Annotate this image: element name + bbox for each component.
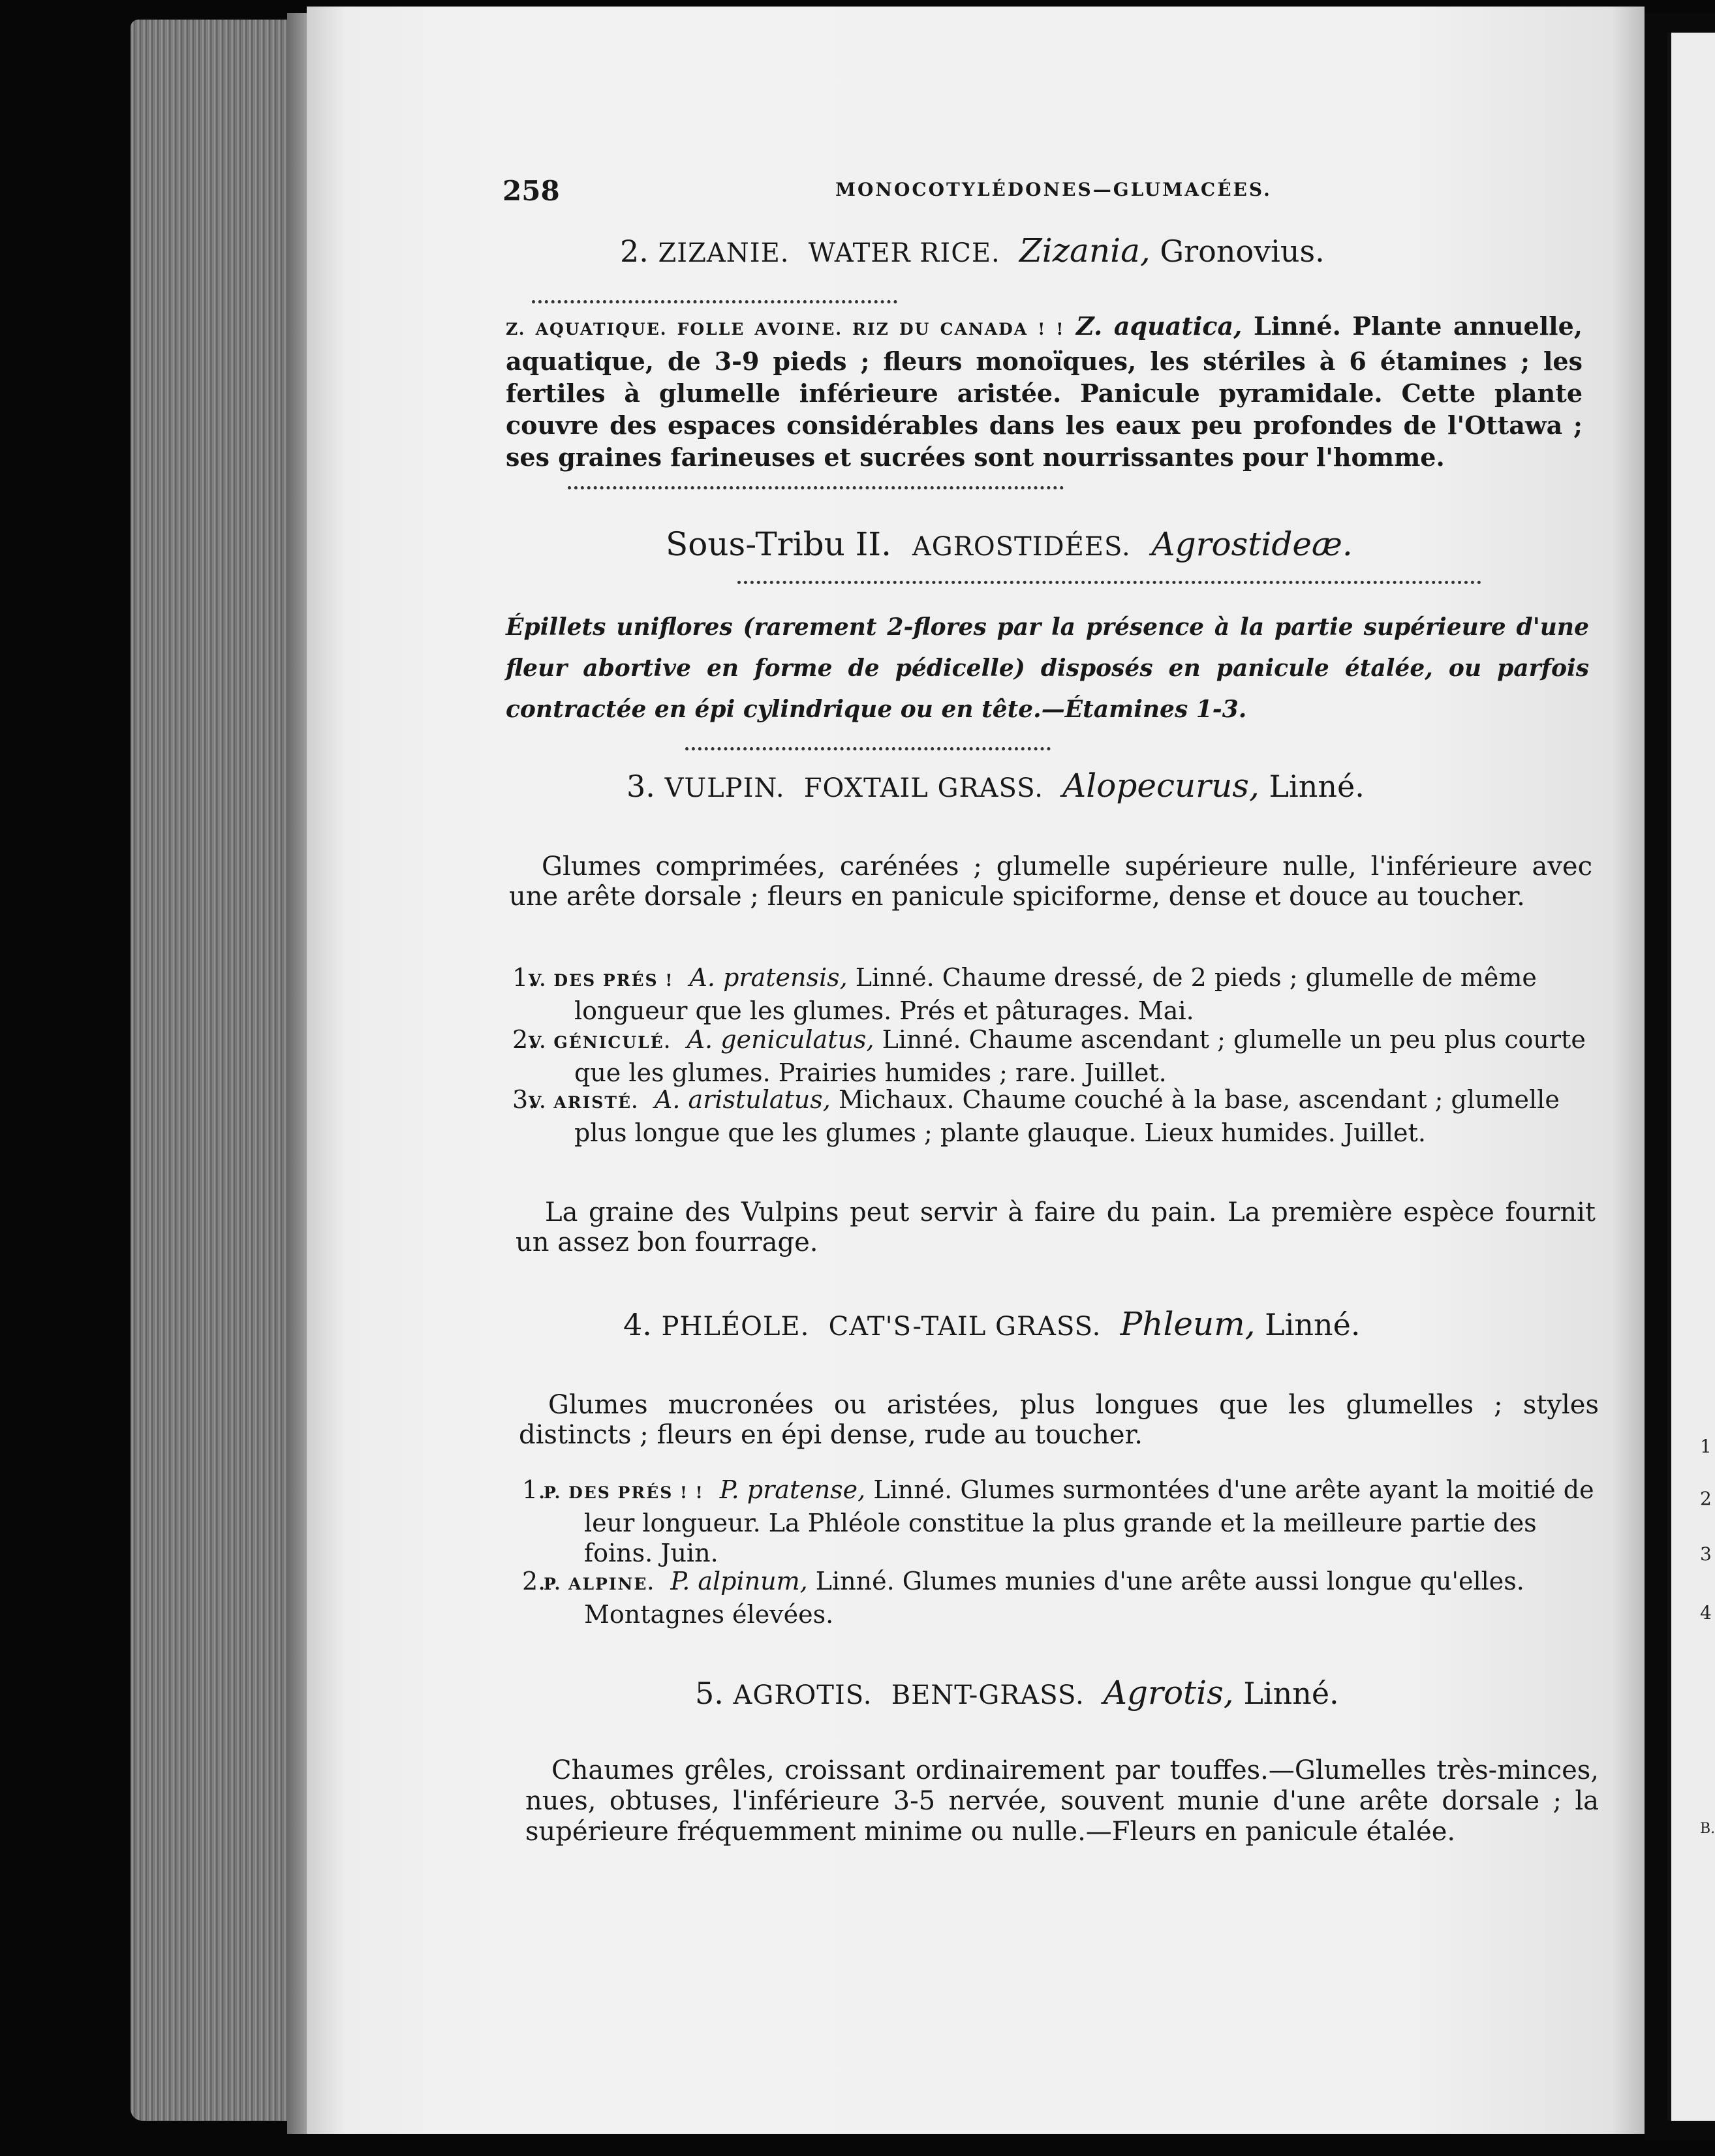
species-latin: P. alpinum, (670, 1567, 808, 1595)
running-head: MONOCOTYLÉDONES—GLUMACÉES. (835, 179, 1272, 200)
species-description: Linné. Glumes munies d'une arête aussi longue qu'elles. Montagnes élevées. (584, 1567, 1524, 1629)
species-description: Michaux. Chaume couché à la base, ascendant ; glumelle plus longue que les glumes ; plante glauque. Lieux humides. Juillet. (574, 1085, 1560, 1147)
subtribe-latin: Agrostideæ. (1151, 525, 1353, 563)
species-number: 3. (512, 1085, 536, 1114)
subtribe-description: Épillets uniflores (rarement 2-flores par la présence à la partie supérieure d'une fleur abortive en forme de pédicelle) disposés en panicule étalée, ou parfois contractée en épi cylindrique ou en tête.—Étamines 1-3. (506, 613, 1589, 723)
species-entry (512, 1024, 1596, 1088)
species-number: 2. (512, 1025, 536, 1054)
facing-page-mark: 4 (1700, 1602, 1712, 1624)
heading-number: 3. (626, 769, 655, 804)
facing-page-mark: 3 (1700, 1543, 1712, 1565)
page-number: 258 (502, 175, 560, 207)
genus-description-alopecurus: Glumes comprimées, carénées ; glumelle supérieure nulle, l'inférieure avec une arête dorsale ; fleurs en panicule spiciforme, dense et douce au toucher. (509, 852, 1592, 912)
species-entry (522, 1475, 1599, 1568)
species-latin: A. pratensis, (689, 963, 848, 992)
species-description: Linné. Chaume dressé, de 2 pieds ; glumelle de même longueur que les glumes. Prés et pâturages. Mai. (574, 963, 1537, 1025)
subtribe-name: AGROSTIDÉES. (912, 532, 1131, 562)
species-latin: Z. aquatica, (1075, 311, 1243, 341)
genus-note-alopecurus: La graine des Vulpins peut servir à faire du pain. La première espèce fournit un assez bon fourrage. (516, 1197, 1596, 1257)
heading-english-name: WATER RICE. (808, 238, 1000, 268)
species-entry (512, 962, 1596, 1026)
species-common-name: V. GÉNICULÉ. (529, 1033, 672, 1052)
heading-number: 4. (623, 1307, 652, 1342)
species-common-name: V. ARISTÉ. (529, 1093, 639, 1112)
heading-author: Linné. (1265, 1307, 1361, 1342)
heading-english-name: FOXTAIL GRASS. (803, 773, 1043, 803)
heading-english-name: BENT-GRASS. (891, 1680, 1085, 1710)
dotted-rule (685, 747, 1051, 750)
species-number: 1. (522, 1475, 546, 1504)
species-number: 2. (522, 1567, 546, 1595)
heading-french-name: VULPIN. (664, 773, 785, 803)
dotted-rule (568, 486, 1064, 489)
species-entry (512, 1085, 1596, 1148)
dotted-rule (737, 581, 1481, 584)
heading-english-name: CAT'S-TAIL GRASS. (828, 1312, 1102, 1342)
heading-french-name: PHLÉOLE. (661, 1312, 810, 1342)
species-description: Linné. Glumes surmontées d'une arête ayant la moitié de leur longueur. La Phléole constitue la plus grande et la meilleure partie des foins. Juin. (584, 1475, 1594, 1567)
facing-page-mark: 2 (1700, 1488, 1712, 1509)
heading-number: 5. (695, 1676, 724, 1711)
genus-heading-phleum (623, 1305, 1361, 1343)
book-page-edges (131, 20, 294, 2121)
genus-heading-zizania (620, 232, 1325, 270)
facing-page-strip (1667, 33, 1715, 2121)
dotted-rule (532, 300, 897, 303)
heading-genus: Phleum, (1120, 1305, 1256, 1343)
subtribe-label: Sous-Tribu II. (666, 525, 892, 563)
heading-number: 2. (620, 234, 649, 269)
species-common-name: P. ALPINE. (544, 1575, 655, 1594)
species-description: Linné. Plante annuelle, aquatique, de 3-9 pieds ; fleurs monoïques, les stériles à 6 étamines ; les fertiles à glumelle inférieure aristée. Panicule pyramidale. Cette plante couvre des espaces considérables dans les eaux peu profondes de l'Ottawa ; ses graines farineuses et sucrées sont nourrissantes pour l'homme. (506, 311, 1583, 472)
facing-page-mark: 1 (1700, 1436, 1712, 1457)
subtribe-heading (666, 525, 1353, 563)
species-latin: A. aristulatus, (654, 1085, 831, 1114)
genus-heading-alopecurus (626, 767, 1365, 805)
species-description: Linné. Chaume ascendant ; glumelle un peu plus courte que les glumes. Prairies humides ; rare. Juillet. (574, 1025, 1586, 1087)
heading-author: Gronovius. (1160, 234, 1325, 269)
heading-author: Linné. (1243, 1676, 1339, 1711)
species-latin: A. geniculatus, (687, 1025, 874, 1054)
heading-french-name: AGROTIS. (733, 1680, 873, 1710)
species-entry-zizania (506, 310, 1583, 473)
species-number: 1. (512, 963, 536, 992)
species-common-name: P. DES PRÉS ! ! (544, 1483, 704, 1502)
species-entry (522, 1566, 1599, 1629)
genus-description-phleum: Glumes mucronées ou aristées, plus longues que les glumelles ; styles distincts ; fleurs en épi dense, rude au toucher. (519, 1390, 1599, 1450)
heading-author: Linné. (1269, 769, 1365, 804)
heading-genus: Zizania, (1019, 232, 1151, 270)
genus-heading-agrotis (695, 1674, 1339, 1712)
page-header (502, 175, 1599, 214)
heading-genus: Alopecurus, (1062, 767, 1259, 805)
facing-page-mark: B. (1700, 1821, 1715, 1837)
heading-french-name: ZIZANIE. (658, 238, 790, 268)
genus-description-agrotis: Chaumes grêles, croissant ordinairement par touffes.—Glumelles très-minces, nues, obtuses, l'inférieure 3-5 nervée, souvent munie d'une arête dorsale ; la supérieure fréquemment minime ou nulle.—Fleurs en panicule étalée. (525, 1755, 1599, 1847)
species-common-names: Z. AQUATIQUE. FOLLE AVOINE. RIZ DU CANADA ! ! (506, 320, 1065, 339)
heading-genus: Agrotis, (1103, 1674, 1234, 1712)
species-common-name: V. DES PRÉS ! (529, 971, 674, 990)
species-latin: P. pratense, (719, 1475, 866, 1504)
